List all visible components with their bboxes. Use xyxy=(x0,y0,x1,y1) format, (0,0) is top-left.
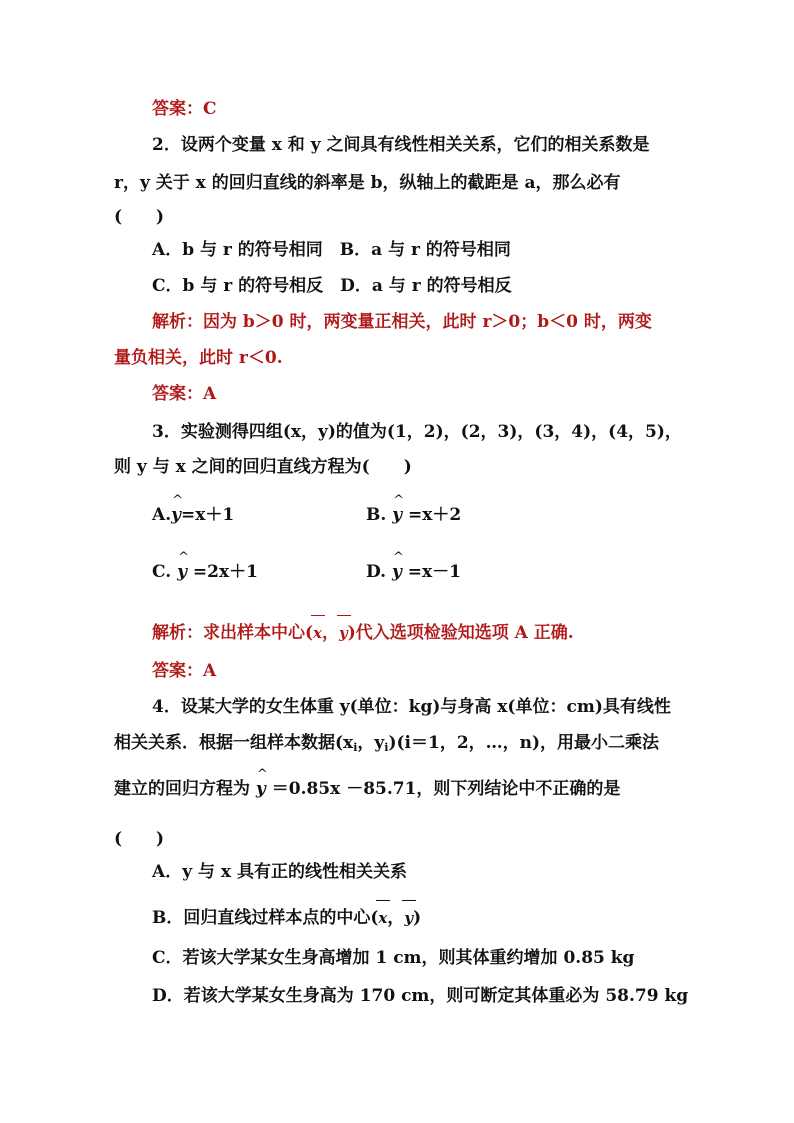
text: ) xyxy=(413,908,422,928)
analysis-label: 解析： xyxy=(152,312,203,332)
y-hat: ^ y xyxy=(177,560,187,584)
option-text: =x＋2 xyxy=(408,505,462,525)
answer-label: 答案： xyxy=(152,99,203,119)
q2-analysis-line-1 xyxy=(152,310,652,334)
q3-option-b xyxy=(366,503,461,527)
y-bar: y xyxy=(404,900,413,930)
q4-option-d: D．若该大学某女生身高为 170 cm，则可断定其体重必为 58.79 kg xyxy=(152,986,689,1006)
y-hat: ^ y xyxy=(392,560,402,584)
comma: ， xyxy=(322,623,339,643)
answer-label: 答案： xyxy=(152,384,203,404)
q2-line-1: 2．设两个变量 x 和 y 之间具有线性相关关系，它们的相关系数是 xyxy=(152,135,650,155)
option-letter: D. xyxy=(366,562,387,582)
q2-line-2: r，y 关于 x 的回归直线的斜率是 b，纵轴上的截距是 a，那么必有 xyxy=(114,173,621,193)
answer-line-q1 xyxy=(152,97,217,121)
analysis-text: )代入选项检验知选项 A 正确. xyxy=(347,623,574,643)
answer-line-q2 xyxy=(152,382,216,406)
comma: ， xyxy=(387,908,405,928)
option-letter: C. xyxy=(152,562,172,582)
q4-line-1: 4．设某大学的女生体重 y(单位：kg)与身高 x(单位：cm)具有线性 xyxy=(152,697,671,717)
y-hat: ^ y xyxy=(171,503,181,527)
option-text: =2x＋1 xyxy=(192,562,258,582)
answer-line-q3 xyxy=(152,659,216,683)
q3-option-c xyxy=(152,560,258,584)
option-text: =x－1 xyxy=(407,562,462,582)
q3-line-1: 3．实验测得四组(x，y)的值为(1，2)，(2，3)，(3，4)，(4，5)， xyxy=(152,422,682,442)
text: B．回归直线过样本点的中心( xyxy=(152,908,379,928)
q3-option-d xyxy=(366,560,461,584)
text: 相关关系．根据一组样本数据(x xyxy=(114,733,354,753)
option-text: =x＋1 xyxy=(181,505,235,525)
q3-line-2: 则 y 与 x 之间的回归直线方程为( ) xyxy=(114,457,412,477)
q4-option-c: C．若该大学某女生身高增加 1 cm，则其体重约增加 0.85 kg xyxy=(152,948,635,968)
y-bar: y xyxy=(339,615,348,645)
analysis-text: 求出样本中心( xyxy=(203,623,314,643)
q2-options-cd: C．b 与 r 的符号相反 D．a 与 r 的符号相反 xyxy=(152,276,512,296)
q2-analysis-line-2: 量负相关，此时 r＜0. xyxy=(114,348,283,368)
q3-option-a xyxy=(152,503,234,527)
subscript: i xyxy=(353,741,358,754)
answer-value: C xyxy=(203,99,217,119)
text: )(i＝1，2，…，n)，用最小二乘法 xyxy=(388,733,660,753)
answer-value: A xyxy=(203,661,217,681)
x-bar: x xyxy=(378,900,387,930)
q4-option-b xyxy=(152,900,421,930)
q2-line-3: ( ) xyxy=(114,207,165,227)
y-hat: ^ y xyxy=(256,777,266,801)
answer-label: 答案： xyxy=(152,661,203,681)
analysis-label: 解析： xyxy=(152,623,203,643)
q4-line-2 xyxy=(114,731,659,760)
subscript: i xyxy=(384,741,389,754)
y-hat: ^ y xyxy=(392,503,402,527)
q4-line-4: ( ) xyxy=(114,829,165,849)
option-letter: A. xyxy=(152,505,172,525)
text: ＝0.85x －85.71，则下列结论中不正确的是 xyxy=(271,779,621,799)
x-bar: x xyxy=(313,615,322,645)
q3-analysis xyxy=(152,615,574,645)
analysis-text: 因为 b＞0 时，两变量正相关，此时 r＞0；b＜0 时，两变 xyxy=(203,312,652,332)
q4-option-a: A．y 与 x 具有正的线性相关关系 xyxy=(152,862,407,882)
option-letter: B. xyxy=(366,505,387,525)
text: ，y xyxy=(357,733,385,753)
q2-options-ab: A．b 与 r 的符号相同 B．a 与 r 的符号相同 xyxy=(152,240,511,260)
answer-value: A xyxy=(203,384,217,404)
text: 建立的回归方程为 xyxy=(114,779,250,799)
q4-line-3 xyxy=(114,777,620,801)
